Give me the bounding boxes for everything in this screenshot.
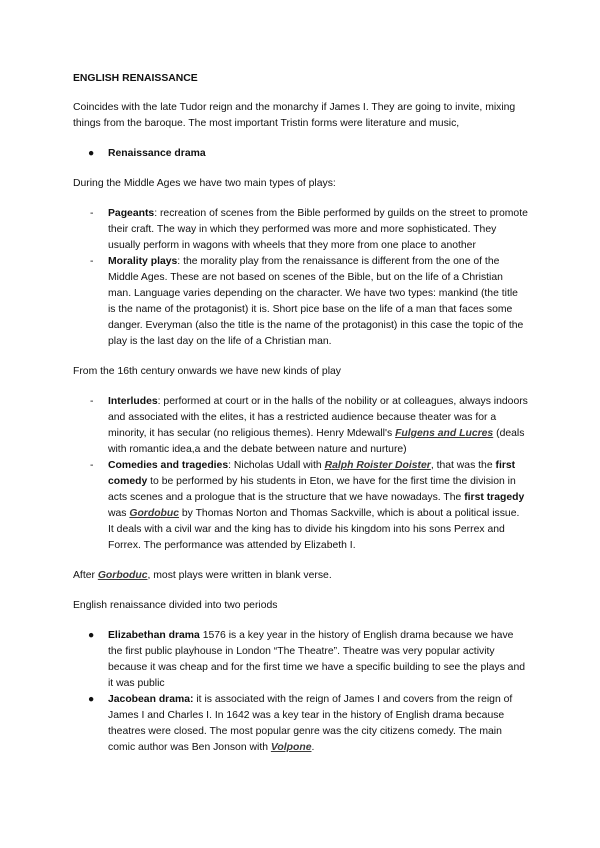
pageants-text: : recreation of scenes from the Bible performed by guilds on the street to promote their craft. The way in which they performed was more and more sophisticated. They usually perform in wagons with wheels that they more from one place to another (108, 208, 528, 251)
section-heading: Renaissance drama (108, 148, 206, 159)
interludes-text: : performed at court or in the halls of the nobility or at colleagues, always indoors and associated with the elites, it has a restricted audience because theater was for a minority, it has secular (no religious themes). Henry Mdewall's (108, 396, 528, 439)
dash-icon: - (90, 460, 94, 471)
list-item-interludes (73, 394, 528, 458)
comedies-text-5: by Thomas Norton and Thomas Sackville, which is about a political issue. It deals with a civil war and the king has to divide his kingdom into his sons Perrex and Forrex. The performance was attended by Elizabeth I. (108, 508, 520, 551)
list-item-comedies-and-tragedies (73, 458, 528, 554)
dash-icon: - (90, 396, 94, 407)
work-link-fulgens-and-lucres[interactable]: Fulgens and Lucres (395, 428, 494, 439)
after-gorboduc-paragraph (73, 568, 528, 584)
document-title: ENGLISH RENAISSANCE (73, 73, 198, 84)
bullet-icon: ● (88, 694, 95, 705)
after-prefix: After (73, 570, 98, 581)
section-heading-list (73, 146, 528, 162)
first-comedy-label: first comedy (108, 460, 516, 487)
dash-icon: - (90, 208, 94, 219)
comedies-text-1: : Nicholas Udall with (228, 460, 325, 471)
jacobean-text: it is associated with the reign of James I and covers from the reign of James I and Charles I. In 1642 was a key tear in the history of English drama because theatres were closed. The most popular genre was the city citizens comedy. The main comic author was Ben Jonson with (108, 694, 513, 753)
comedies-text-4: was (108, 508, 130, 519)
dash-icon: - (90, 256, 94, 267)
intro-paragraph: Coincides with the late Tudor reign and the monarchy if James I. They are going to invite, mixing things from the baroque. The most important Tristin forms were literature and music, (73, 102, 516, 129)
section-heading-item (73, 146, 528, 162)
work-link-ralph-roister-doister[interactable]: Ralph Roister Doister (324, 460, 431, 471)
middle-ages-plays-list (73, 206, 528, 350)
comedies-text-2: , that was the (430, 460, 496, 471)
bullet-icon: ● (88, 630, 95, 641)
term-interludes: Interludes (108, 396, 158, 407)
middle-ages-paragraph: During the Middle Ages we have two main types of plays: (73, 178, 336, 189)
morality-plays-text: : the morality play from the renaissance is different from the one of the Middle Ages. These are not based on scenes of the Bible, but on the life of a Christian man. Language varies depending on the character. We have two types: mankind (the title is the name of the protagonist) it is. Short pice base on the life of a man that faces some danger. Everyman (also the title is the name of the protagonist) in this case the topic of the play is the last day on the life of a Christian man. (108, 256, 524, 347)
term-pageants: Pageants (108, 208, 155, 219)
elizabethan-text: 1576 is a key year in the history of English drama because we have the first public playhouse in London “The Theatre”. Theatre was very popular activity because it was cheap and for the first time we have a specific building to see the plays and it was public (108, 630, 526, 689)
term-morality-plays: Morality plays (108, 256, 178, 267)
interludes-text-end: (deals with romantic idea,a and the debate between nature and nurture) (108, 428, 525, 455)
list-item-jacobean-drama (73, 692, 528, 756)
comedies-text-3: to be performed by his students in Eton, we have for the first time the division in acts scenes and a prologue that is the structure that we have nowadays. The (108, 476, 516, 503)
term-jacobean-drama: Jacobean drama: (108, 694, 194, 705)
list-item-elizabethan-drama (73, 628, 528, 692)
list-item-pageants (73, 206, 528, 254)
work-link-volpone[interactable]: Volpone (270, 742, 312, 753)
work-link-gorboduc[interactable]: Gorboduc (97, 570, 148, 581)
term-elizabethan-drama: Elizabethan drama (108, 630, 200, 641)
periods-intro-paragraph: English renaissance divided into two periods (73, 600, 278, 611)
new-plays-list (73, 394, 528, 554)
periods-list (73, 628, 528, 756)
work-link-gordobuc[interactable]: Gordobuc (129, 508, 180, 519)
term-comedies-and-tragedies: Comedies and tragedies (108, 460, 229, 471)
list-item-morality-plays (73, 254, 528, 350)
jacobean-text-end: . (311, 742, 315, 753)
first-tragedy-label: first tragedy (464, 492, 525, 503)
after-suffix: , most plays were written in blank verse. (147, 570, 332, 581)
bullet-icon: ● (88, 148, 95, 159)
sixteenth-century-paragraph: From the 16th century onwards we have new kinds of play (73, 366, 341, 377)
